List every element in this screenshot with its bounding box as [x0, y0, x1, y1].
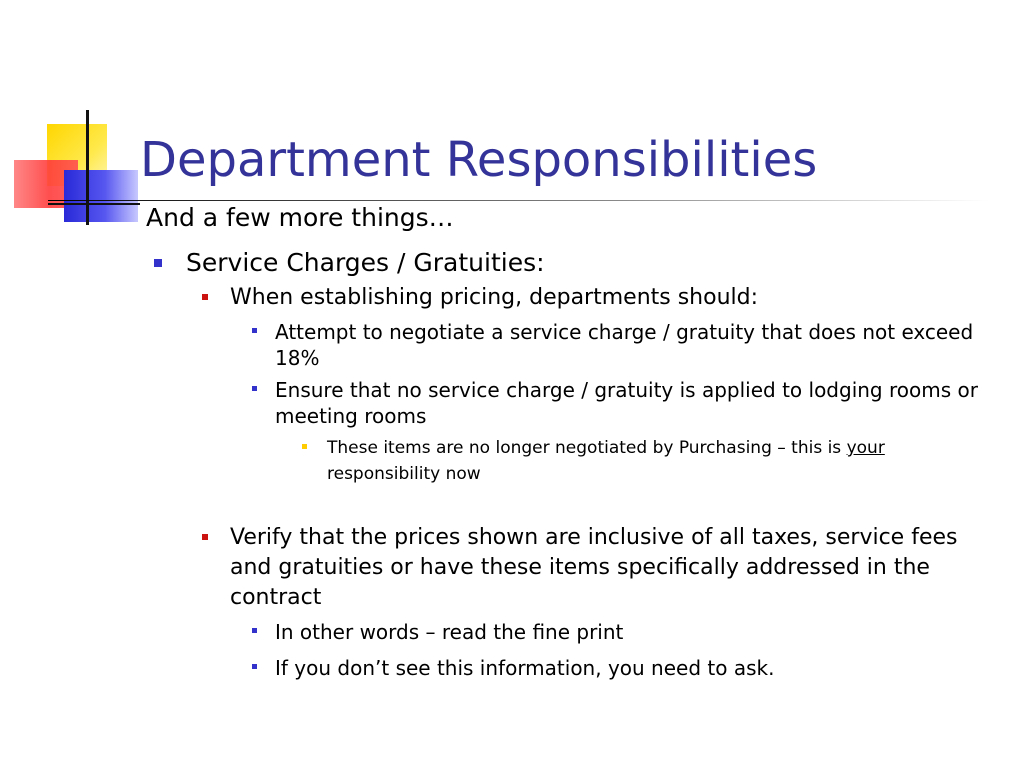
bullet-your-responsibility: [146, 435, 996, 487]
bullet-text: In other words – read the fine print: [275, 620, 624, 644]
bullet-square-icon: [252, 628, 257, 633]
bullet-fine-print: [146, 619, 996, 645]
bullet-verify-prices: [146, 523, 996, 613]
bullet-establishing-pricing: [146, 283, 996, 313]
bullet-square-icon: [202, 534, 208, 540]
intro-text: And a few more things…: [146, 203, 454, 232]
slide-body: [146, 202, 996, 681]
bullet-square-icon: [252, 328, 257, 333]
bullet-square-icon: [302, 444, 307, 449]
bullet-square-icon: [154, 259, 162, 267]
bullet-no-charge-rooms: [146, 377, 996, 429]
bullet-text: Ensure that no service charge / gratuity is applied to lodging rooms or meeting rooms: [275, 378, 978, 428]
decorative-blue-square: [64, 170, 138, 222]
decorative-horizontal-line: [48, 203, 140, 205]
bullet-need-to-ask: [146, 655, 996, 681]
bullet-square-icon: [202, 294, 208, 300]
bullet-text: When establishing pricing, departments should:: [230, 285, 759, 310]
note-text-start: These items are no longer negotiated by Purchasing – this is: [327, 438, 847, 458]
bullet-text: If you don’t see this information, you need to ask.: [275, 656, 775, 680]
note-text-end: responsibility now: [327, 464, 481, 484]
bullet-text: Attempt to negotiate a service charge / gratuity that does not exceed 18%: [275, 320, 974, 370]
slide-title: Department Responsibilities: [140, 132, 818, 188]
bullet-negotiate-charge: [146, 319, 996, 371]
bullet-square-icon: [252, 664, 257, 669]
note-emphasis: your: [846, 438, 885, 458]
bullet-service-charges: [146, 247, 996, 279]
bullet-square-icon: [252, 386, 257, 391]
bullet-text: Verify that the prices shown are inclusive of all taxes, service fees and gratuities or have these items specifically addressed in the contract: [230, 525, 958, 610]
title-underline: [48, 200, 988, 201]
bullet-text: Service Charges / Gratuities:: [186, 248, 545, 277]
decorative-vertical-line: [86, 110, 89, 225]
